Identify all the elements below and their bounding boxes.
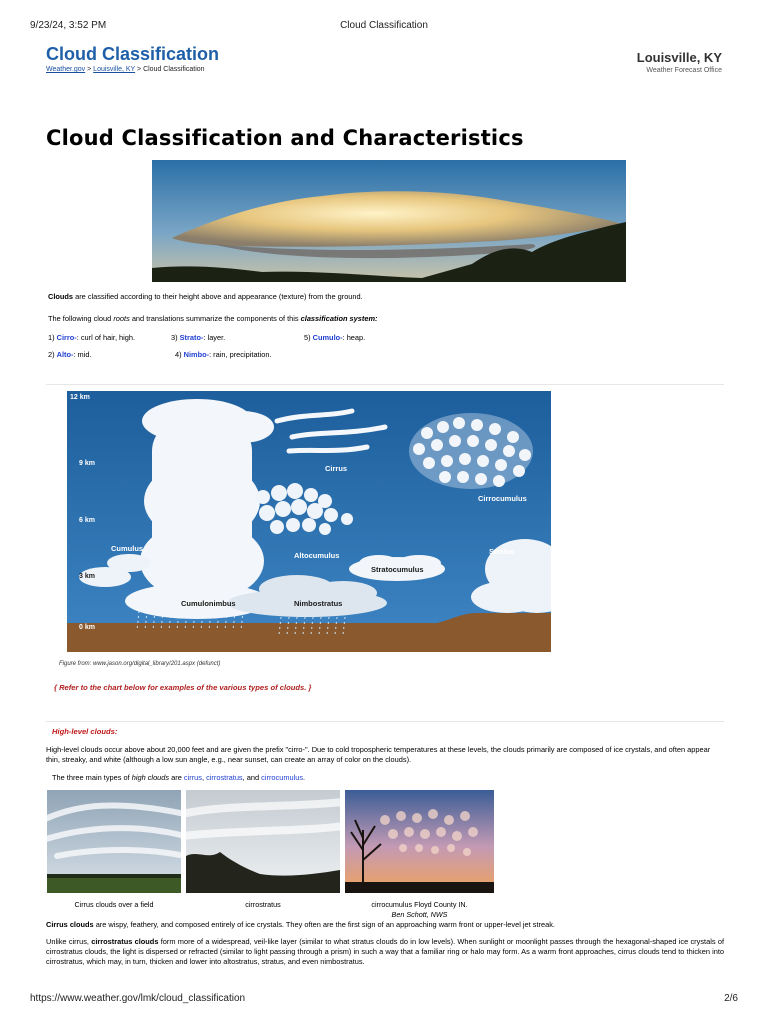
cirrostratus-text: Unlike cirrus, (46, 937, 92, 946)
breadcrumb-link-louisville[interactable]: Louisville, KY (93, 66, 136, 73)
cirrus-paragraph (46, 920, 726, 930)
link-cirrostratus[interactable]: cirrostratus (206, 773, 243, 782)
label-cirrus: Cirrus (325, 464, 348, 473)
photo-cirrus-field (47, 790, 181, 893)
altitude-3km: 3 km (79, 573, 95, 580)
photo-credit: Ben Schott, NWS (391, 910, 448, 919)
photo-caption-cirrostratus: cirrostratus (245, 900, 281, 909)
label-cumulonimbus: Cumulonimbus (181, 599, 236, 608)
root-item-nimbo (175, 350, 272, 360)
cirrostratus-text: form more of a widespread, veil-like layer (similar to what stratus clouds do in low levels). When sunlight or moonlight passes through the hexagonal-shaped ice crystals of cirrostratus clouds, the light is dispersed or refracted (similar to light passing through a prism) in such a way that a familiar ring or halo may form. As a warm front approaches, cirrus clouds tend to thicken into cirrostratus, which may, in turn, thicken and lower into altostratus, stratus, and even nimbostratus. (46, 937, 724, 966)
altitude-9km: 9 km (79, 460, 95, 467)
root-item-alto (48, 350, 92, 360)
high-level-heading: High-level clouds: (52, 727, 118, 736)
footer-url: https://www.weather.gov/lmk/cloud_classification (30, 993, 246, 1004)
footer-page-number: 2/6 (724, 993, 738, 1004)
breadcrumb-separator: > (135, 66, 144, 73)
photo-caption-cirrus: Cirrus clouds over a field (74, 900, 154, 909)
root-item-strato (171, 333, 225, 343)
root-item-cirro (48, 333, 135, 343)
divider (46, 384, 724, 385)
cirrostratus-paragraph (46, 937, 724, 967)
office-label: Weather Forecast Office (646, 67, 722, 74)
reference-note: { Refer to the chart below for examples of the various types of clouds. } (54, 683, 312, 692)
cirrus-bold: Cirrus clouds (46, 920, 94, 929)
breadcrumb (46, 66, 205, 73)
root-meaning: : rain, precipitation. (209, 350, 272, 359)
label-altocumulus: Altocumulus (294, 551, 340, 560)
print-datetime: 9/23/24, 3:52 PM (30, 20, 107, 31)
roots-em: roots (113, 314, 130, 323)
office-city[interactable]: Louisville, KY (636, 50, 722, 65)
link-cirrus[interactable]: cirrus (183, 773, 202, 782)
cloud-types-diagram (67, 391, 551, 652)
root-term: Alto- (56, 350, 74, 359)
breadcrumb-separator: > (85, 66, 94, 73)
types-em: high clouds (131, 773, 170, 782)
page-title: Cloud Classification and Characteristics (46, 126, 524, 150)
site-title[interactable]: Cloud Classification (46, 44, 220, 64)
intro-bold: Clouds (48, 292, 74, 301)
root-meaning: : layer. (203, 333, 226, 342)
office-block (637, 50, 722, 74)
types-text: , (201, 773, 207, 782)
breadcrumb-link-weather-gov[interactable]: Weather.gov (46, 66, 86, 73)
types-text: . (303, 773, 306, 782)
intro-text: are classified according to their height above and appearance (texture) from the ground. (73, 292, 363, 301)
root-term: Cirro- (56, 333, 77, 342)
intro-paragraph (48, 292, 728, 302)
roots-em-bold: classification system: (300, 314, 378, 323)
print-doc-title: Cloud Classification (340, 20, 428, 31)
label-nimbostratus: Nimbostratus (294, 599, 343, 608)
label-cirrocumulus: Cirrocumulus (478, 494, 527, 503)
label-cumulus: Cumulus (111, 544, 144, 553)
root-num: 2) (48, 350, 57, 359)
root-num: 5) (304, 333, 313, 342)
roots-intro (48, 314, 728, 324)
high-level-types (52, 773, 712, 783)
breadcrumb-current: Cloud Classification (143, 66, 205, 73)
hero-cloud-photo (152, 160, 626, 282)
link-cirrocumulus[interactable]: cirrocumulus (261, 773, 304, 782)
high-level-paragraph: High-level clouds occur above about 20,000 feet and are given the prefix "cirro-". Due to cold tropospheric temperatures at these levels, the clouds primarily are composed of ice crystals, and often appear thin, streaky, and white (although a low sun angle, e.g., near sunset, can create an array of color on the clouds). (46, 745, 711, 764)
cirrostratus-bold: cirrostratus clouds (91, 937, 159, 946)
photo-caption-cirrocumulus: cirrocumulus Floyd County IN. (371, 900, 468, 909)
root-num: 1) (48, 333, 57, 342)
figure-caption: Figure from: www.jason.org/digital_library/201.aspx (defunct) (59, 661, 221, 667)
root-item-cumulo (304, 333, 365, 343)
root-num: 3) (171, 333, 180, 342)
cirrus-text: are wispy, feathery, and composed entirely of ice crystals. They often are the first sign of an approaching warm front or upper-level jet streak. (93, 920, 555, 929)
root-num: 4) (175, 350, 184, 359)
types-text: , and (242, 773, 262, 782)
cirrocumulus-cloud (409, 413, 533, 489)
label-stratus: Stratus (489, 547, 515, 556)
root-term: Nimbo- (183, 350, 210, 359)
photo-cirrostratus (186, 790, 340, 893)
types-text: The three main types of (52, 773, 132, 782)
divider (46, 721, 724, 722)
altitude-6km: 6 km (79, 517, 95, 524)
roots-text: The following cloud (48, 314, 114, 323)
types-text: are (169, 773, 184, 782)
altitude-0km: 0 km (79, 624, 95, 631)
label-stratocumulus: Stratocumulus (371, 565, 424, 574)
root-term: Cumulo- (312, 333, 343, 342)
root-meaning: : mid. (73, 350, 92, 359)
root-meaning: : curl of hair, high. (76, 333, 136, 342)
root-term: Strato- (179, 333, 204, 342)
altitude-12km: 12 km (70, 394, 90, 401)
roots-text: and translations summarize the components of this (129, 314, 301, 323)
photo-cirrocumulus (345, 790, 494, 893)
root-meaning: : heap. (342, 333, 366, 342)
